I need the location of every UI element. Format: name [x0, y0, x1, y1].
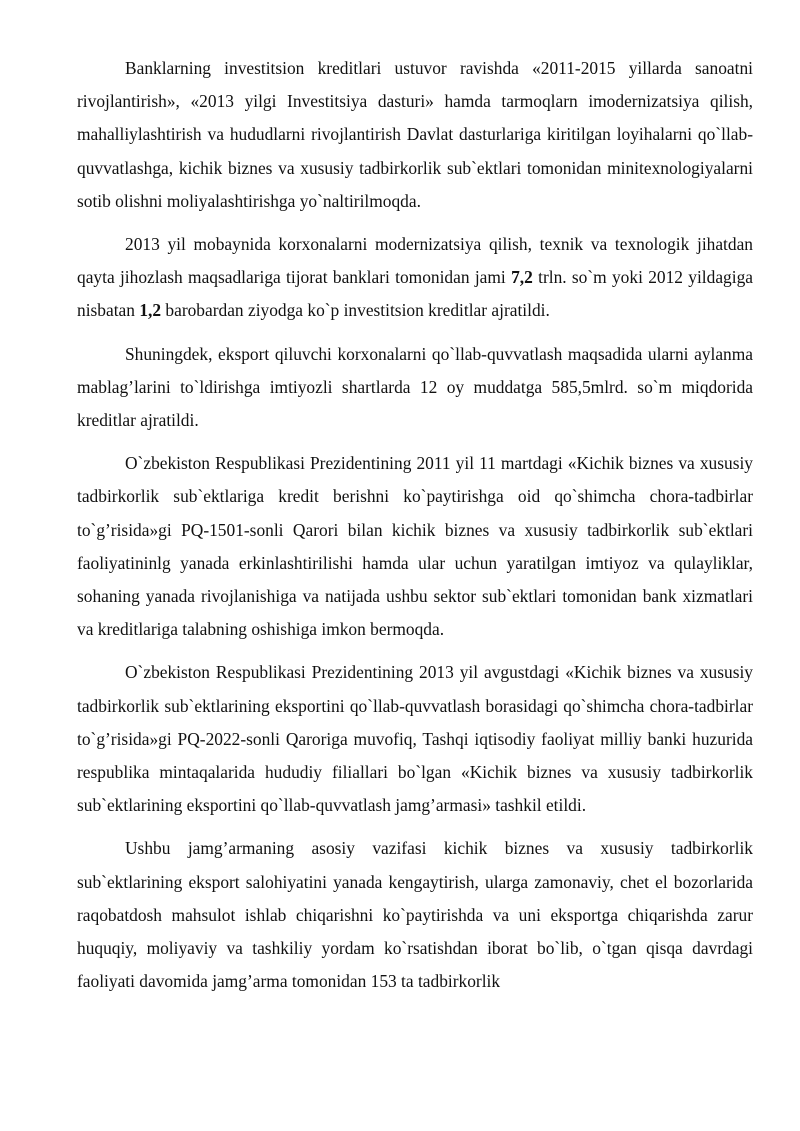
paragraph-text: Banklarning investitsion kreditlari ustuvor ravishda «2011-2015 yillarda sanoatni rivojlantirish», «2013 yilgi Investitsiya dasturi» hamda tarmoqlarn imodernizatsiya qilish, mahalliylashtirish va hududlarni rivojlantirish Davlat dasturlariga kiritilgan loyihalarni qo`llab-quvvatlashga, kichik biznes va xususiy tadbirkorlik sub`ektlari tomonidan minitexnologiyalarni sotib olishni moliyalashtirishga yo`naltirilmoqda. — [77, 58, 753, 211]
paragraph-pq-1501 — [77, 447, 753, 646]
paragraph-text: Shuningdek, eksport qiluvchi korxonalarni qo`llab-quvvatlash maqsadida ularni aylanma mablag’larini to`ldirishga imtiyozli shartlarda 12 oy muddatga 585,5mlrd. so`m miqdorida kreditlar ajratildi. — [77, 343, 753, 431]
bold-figure: 1,2 — [139, 300, 162, 321]
paragraph-modernization-2013 — [77, 228, 753, 328]
paragraph-text: O`zbekiston Respublikasi Prezidentining 2011 yil 11 martdagi «Kichik biznes va xususiy tadbirkorlik sub`ektlariga kredit berishni ko`paytirishga oid qo`shimcha chora-tadbirlar to`g’risida»gi PQ-1501-sonli Qarori bilan kichik biznes va xususiy tadbirkorlik sub`ektlari faoliyatininlg yanada erkinlashtirilishi hamda ular uchun yaratilgan imtiyoz va qulayliklar, sohaning yanada rivojlanishiga va natijada ushbu sektor sub`ektlari tomonidan bank xizmatlari va kreditlariga talabning oshishiga imkon bermoqda. — [77, 453, 753, 640]
document-page — [77, 52, 753, 1008]
paragraph-pq-2022 — [77, 656, 753, 822]
paragraph-text: trln. so`m yoki 2012 yildagiga nisbatan — [77, 267, 753, 321]
paragraph-text: Ushbu jamg’armaning asosiy vazifasi kichik biznes va xususiy tadbirkorlik sub`ektlarining eksport salohiyatini yanada kengaytirish, ularga zamonaviy, chet el bozorlarida raqobatdosh mahsulot ishlab chiqarishni ko`paytirishda va uni eksportga chiqarishda zarur huquqiy, moliyaviy va tashkiliy yordam ko`rsatishdan iborat bo`lib, o`tgan qisqa davrdagi faoliyati davomida jamg’arma tomonidan 153 ta tadbirkorlik — [77, 838, 753, 992]
paragraph-export-support — [77, 338, 753, 438]
paragraph-fund-mission — [77, 832, 753, 998]
paragraph-investment-credits — [77, 52, 753, 218]
bold-figure: 7,2 — [511, 267, 533, 288]
paragraph-text: O`zbekiston Respublikasi Prezidentining 2013 yil avgustdagi «Kichik biznes va xususiy tadbirkorlik sub`ektlarining eksportini qo`llab-quvvatlash borasidagi qo`shimcha chora-tadbirlar to`g’risida»gi PQ-2022-sonli Qaroriga muvofiq, Tashqi iqtisodiy faoliyat milliy banki huzurida respublika mintaqalarida hududiy filiallari bo`lgan «Kichik biznes va xususiy tadbirkorlik sub`ektlarining eksportini qo`llab-quvvatlash jamg’armasi» tashkil etildi. — [77, 662, 753, 816]
paragraph-text: barobardan ziyodga ko`p investitsion kreditlar ajratildi. — [161, 300, 550, 321]
paragraph-text: 2013 yil mobaynida korxonalarni modernizatsiya qilish, texnik va texnologik jihatdan qayta jihozlash maqsadlariga tijorat banklari tomonidan jami — [77, 234, 753, 288]
